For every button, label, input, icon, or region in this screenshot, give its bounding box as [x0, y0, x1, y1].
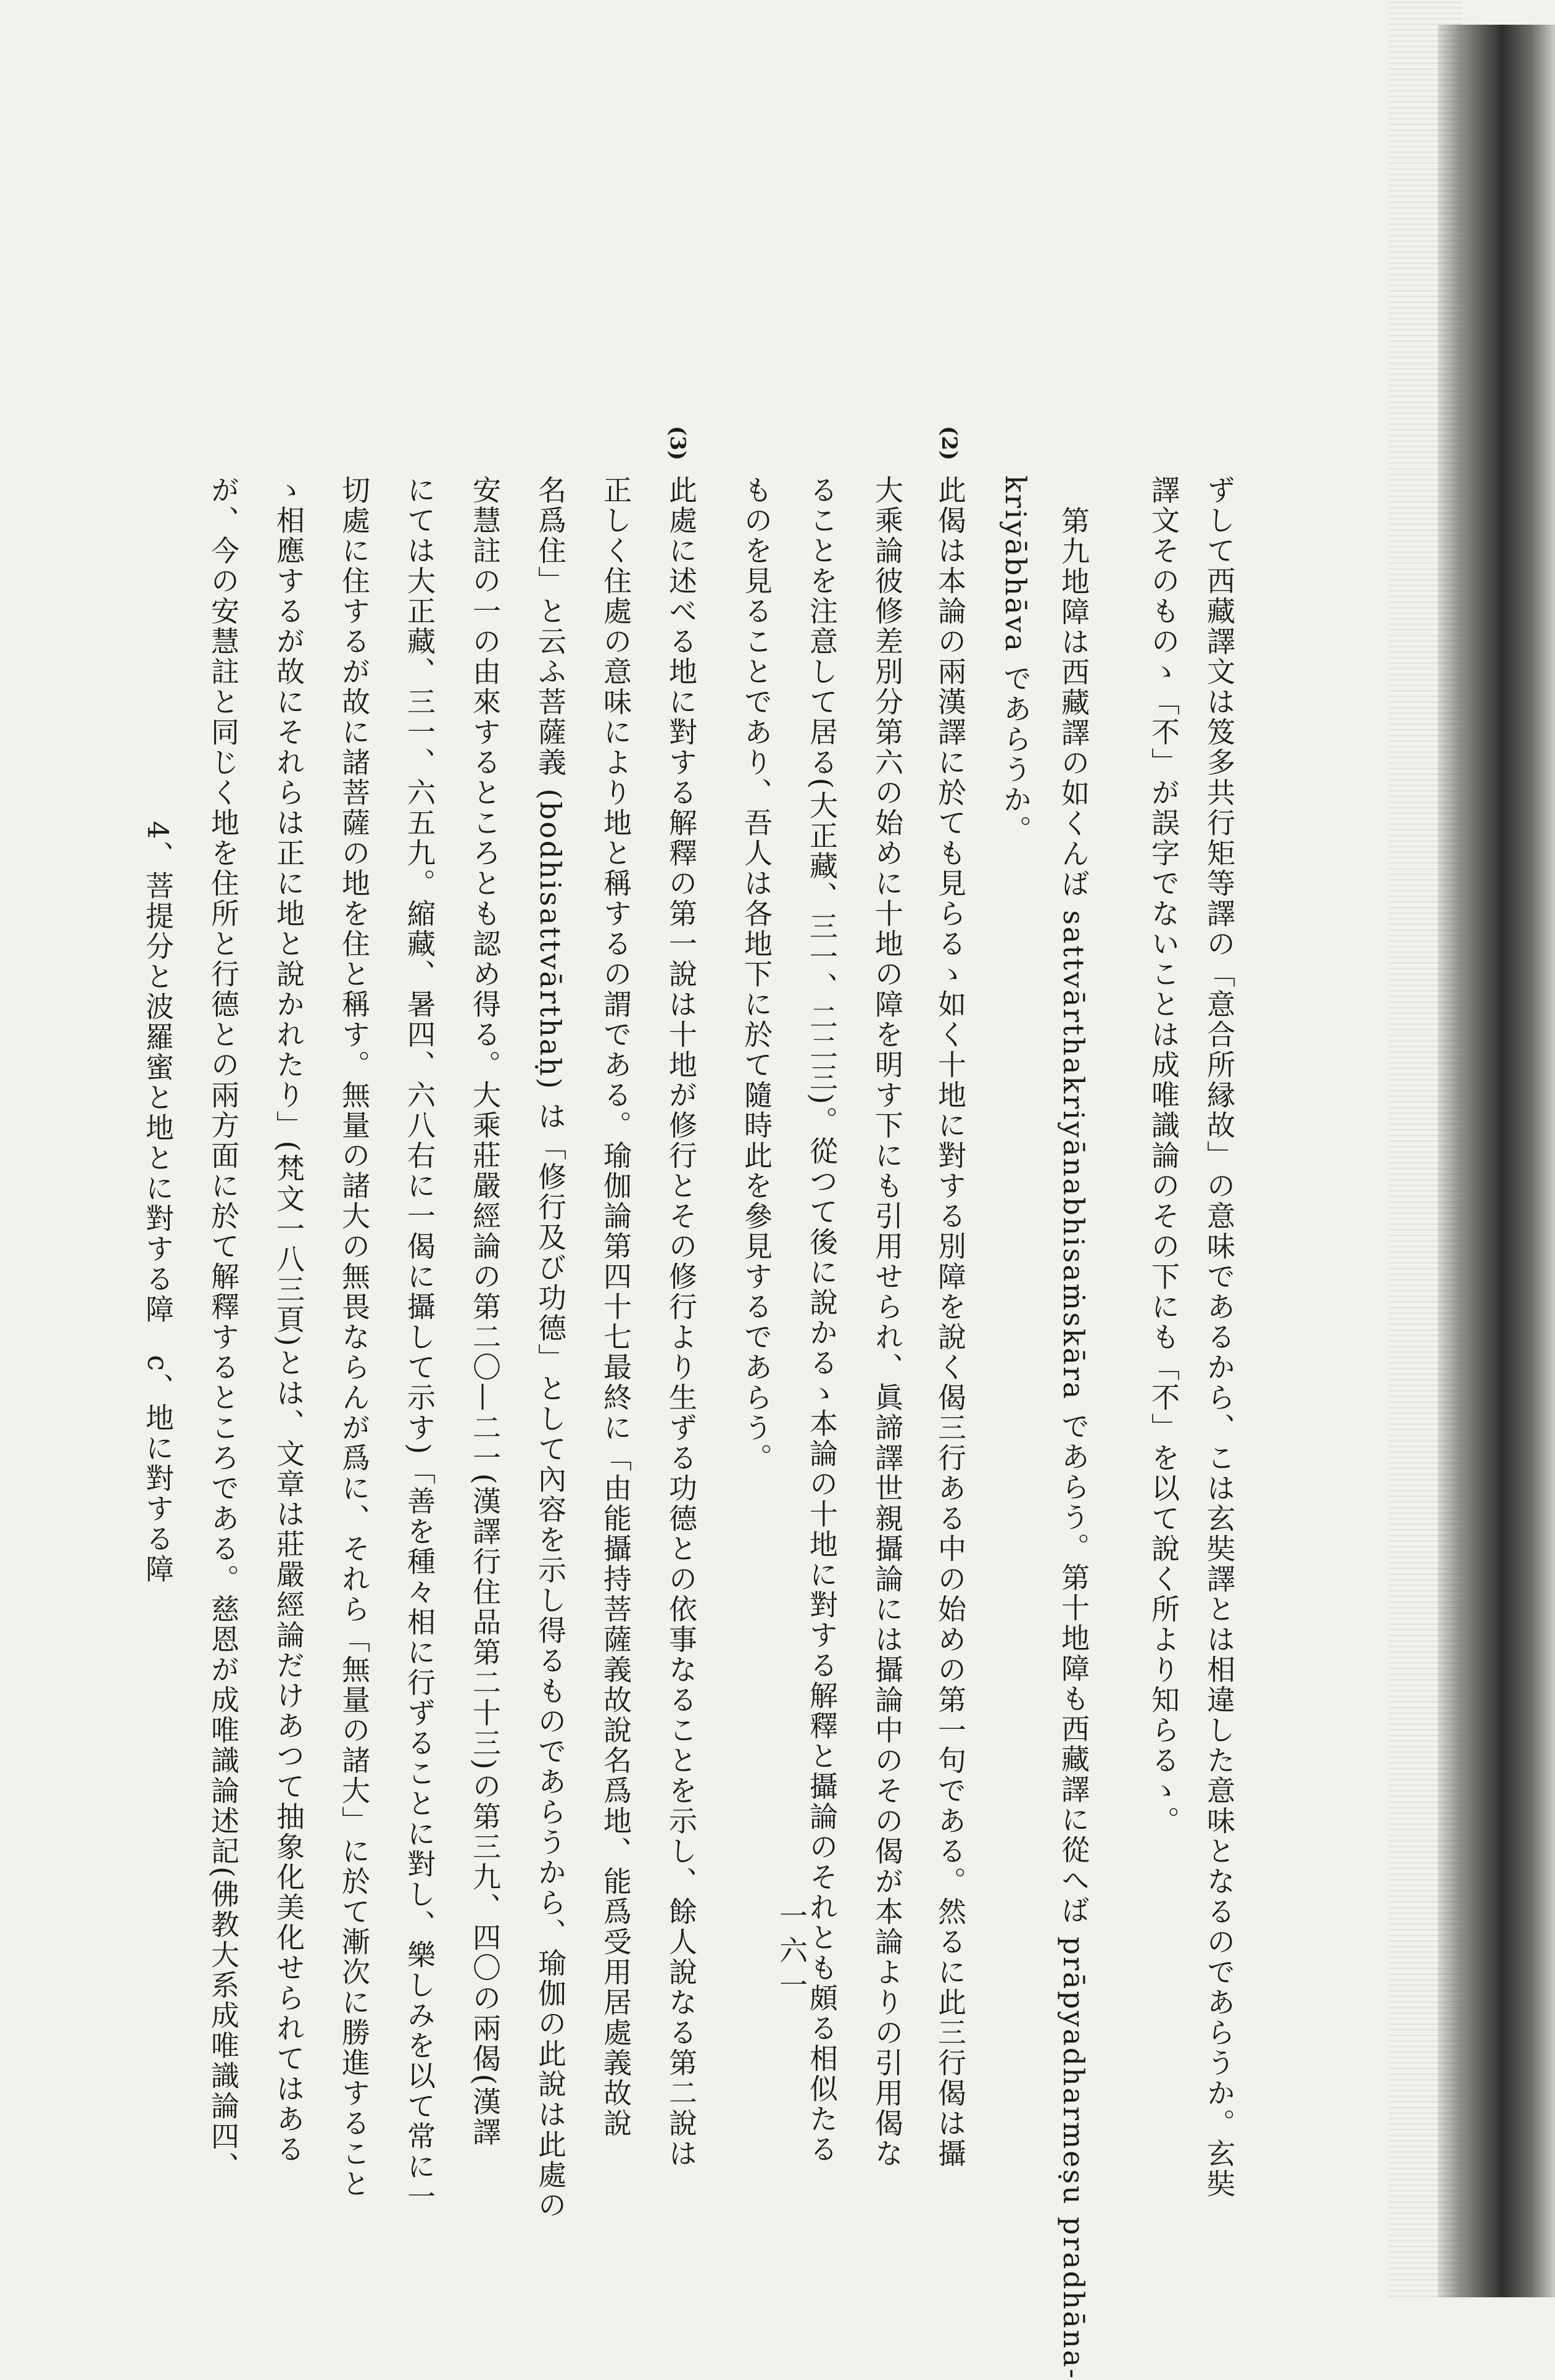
text-column: ものを見ることであり、吾人は各地下に於て隨時此を參見するであらう。	[740, 475, 773, 1473]
text-column: 譯文そのものゝ「不」が誤字でないことは成唯識論のその下にも「不」を以て說く所より知らるゝ。	[1147, 475, 1180, 1836]
text-column: にては大正藏、三一、六五九。縮藏、暑四、六八右に一偈に攝して示す)「善を種々相に行ずることに對し、樂しみを以て常に一	[403, 475, 436, 2212]
text-column: kriyābhāva であらうか。	[999, 475, 1032, 846]
scan-edge-noise	[1388, 0, 1462, 2297]
text-column: ることを注意して居る(大正藏、三一、二二三)。從つて後に說かるゝ本論の十地に對する解釋と攝論のそれとも頗る相似たる	[805, 475, 839, 2165]
text-column: 安慧註の一の由來するところとも認め得る。大乘莊嚴經論の第二〇—二一(漢譯行住品第二十三)の第三九、四〇の兩偈(漢譯	[468, 475, 502, 2147]
text-column: 此偈は本論の兩漢譯に於ても見らるゝ如く十地に對する別障を說く偈三行ある中の始めの第一句である。然るに此三行偈は攝	[934, 475, 967, 2169]
text-column: 此處に述べる地に對する解釋の第一說は十地が修行とその修行より生ずる功德との依事なることを示し、餘人說なる第二說は	[665, 475, 698, 2169]
text-column: が、今の安慧註と同じく地を住所と行德との兩方面に於て解釋するところである。慈恩が成唯識論述記(佛教大系成唯識論四、	[207, 475, 240, 2182]
footnote-mark-3: (3)	[665, 426, 690, 460]
text-column: 切處に住するが故に諸菩薩の地を住と稱す。無量の諸大の無畏ならんが爲に、それら「無量の諸大」に於て漸次に勝進すること	[338, 475, 371, 2199]
footnote-mark-2: (2)	[937, 426, 961, 460]
text-column: 第九地障は西藏譯の如くんば sattvārthakriyānabhisaṁskāra であらう。第十地障も西藏譯に從へば prāpyadharmeṣu pradhāna-	[1057, 506, 1090, 2380]
text-column: ゝ相應するが故にそれらは正に地と說かれたり」(梵文一八三頁)とは、文章は莊嚴經論だけあつて抽象化美化せられてはある	[272, 475, 305, 2165]
text-column: 正しく住處の意味により地と稱するの謂である。瑜伽論第四十七最終に「由能攝持菩薩義故說名爲地、能爲受用居處義故說	[599, 475, 632, 2139]
text-column: 大乘論彼修差別分第六の始めに十地の障を明す下にも引用せられ、眞諦譯世親攝論には攝論中のその偈が本論よりの引用偈な	[871, 475, 904, 2169]
running-footer: 4、菩提分と波羅蜜と地とに對する障 c、地に對する障	[141, 821, 175, 1585]
text-column: 名爲住」と云ふ菩薩義 (bodhisattvārthaḥ) は「修行及び功德」として內容を示し得るものであらうから、瑜伽の此說は此處の	[534, 475, 567, 2221]
page-number: 一六一	[775, 1901, 808, 2005]
text-column: ずして西藏譯文は笈多共行矩等譯の「意合所縁故」の意味であるから、こは玄奘譯とは相違した意味となるのであらうか。玄奘	[1203, 475, 1236, 2199]
